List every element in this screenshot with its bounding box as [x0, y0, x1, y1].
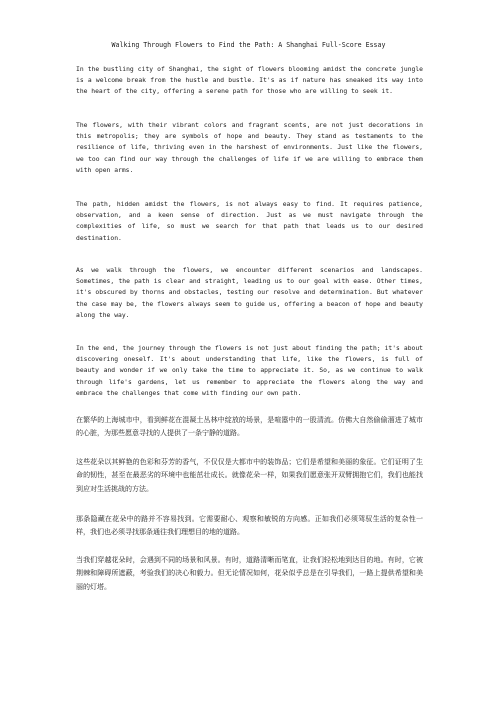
- english-paragraph-1: In the bustling city of Shanghai, the sight of flowers blooming amidst the concrete jungle is a welcome break from the hustle and bustle. It's as if nature has sneaked its way into the heart of the city, offering a serene path for those who are willing to seek it.: [76, 66, 423, 96]
- chinese-paragraph-4: 当我们穿越花朵时，会遇到不同的场景和风景。有时，道路清晰而笔直，让我们轻松地到达目的地。有时，它被荆棘和障碍所遮蔽，考验我们的决心和毅力。但无论情况如何，花朵似乎总是在引导我们，一路上提供希望和美丽的灯塔。: [76, 556, 423, 591]
- chinese-paragraph-1: 在繁华的上海城市中，看到鲜花在混凝土丛林中绽放的场景，是喧嚣中的一股清流。仿佛大自然偷偷溜进了城市的心脏，为那些愿意寻找的人提供了一条宁静的道路。: [76, 416, 423, 438]
- english-paragraph-4: As we walk through the flowers, we encounter different scenarios and landscapes. Sometimes, the path is clear and straight, leading us to our goal with ease. Other times, it's obscured by thorns and obstacles, testing our resolve and determination. But whatever the case may be, the flowers always seem to guide us, offering a beacon of hope and beauty along the way.: [76, 267, 423, 319]
- english-paragraph-2: The flowers, with their vibrant colors and fragrant scents, are not just decorations in this metropolis; they are symbols of hope and beauty. They stand as testaments to the resilience of life, thriving even in the harshest of environments. Just like the flowers, we too can find our way through the challenges of life if we are willing to embrace them with open arms.: [76, 122, 423, 174]
- document-title: Walking Through Flowers to Find the Path: A Shanghai Full-Score Essay: [111, 41, 386, 49]
- chinese-paragraph-3: 那条隐藏在花朵中的路并不容易找到。它需要耐心、观察和敏锐的方向感。正如我们必须驾驭生活的复杂性一样，我们也必须寻找那条通往我们理想目的地的道路。: [76, 515, 423, 537]
- english-paragraph-5: In the end, the journey through the flowers is not just about finding the path; it's about discovering oneself. It's about understanding that life, like the flowers, is full of beauty and wonder if we only take the time to appreciate it. So, as we continue to walk through life's gardens, let us remember to appreciate the flowers along the way and embrace the challenges that come with finding our own path.: [76, 345, 423, 397]
- english-paragraph-3: The path, hidden amidst the flowers, is not always easy to find. It requires patience, observation, and a keen sense of direction. Just as we must navigate through the complexities of life, so must we search for that path that leads us to our desired destination.: [76, 201, 423, 242]
- chinese-paragraph-2: 这些花朵以其鲜艳的色彩和芬芳的香气，不仅仅是大都市中的装饰品；它们是希望和美丽的象征。它们证明了生命的韧性，甚至在最恶劣的环境中也能茁壮成长。就像花朵一样，如果我们愿意张开双臂拥抱它们，我们也能找到应对生活挑战的方法。: [76, 458, 423, 493]
